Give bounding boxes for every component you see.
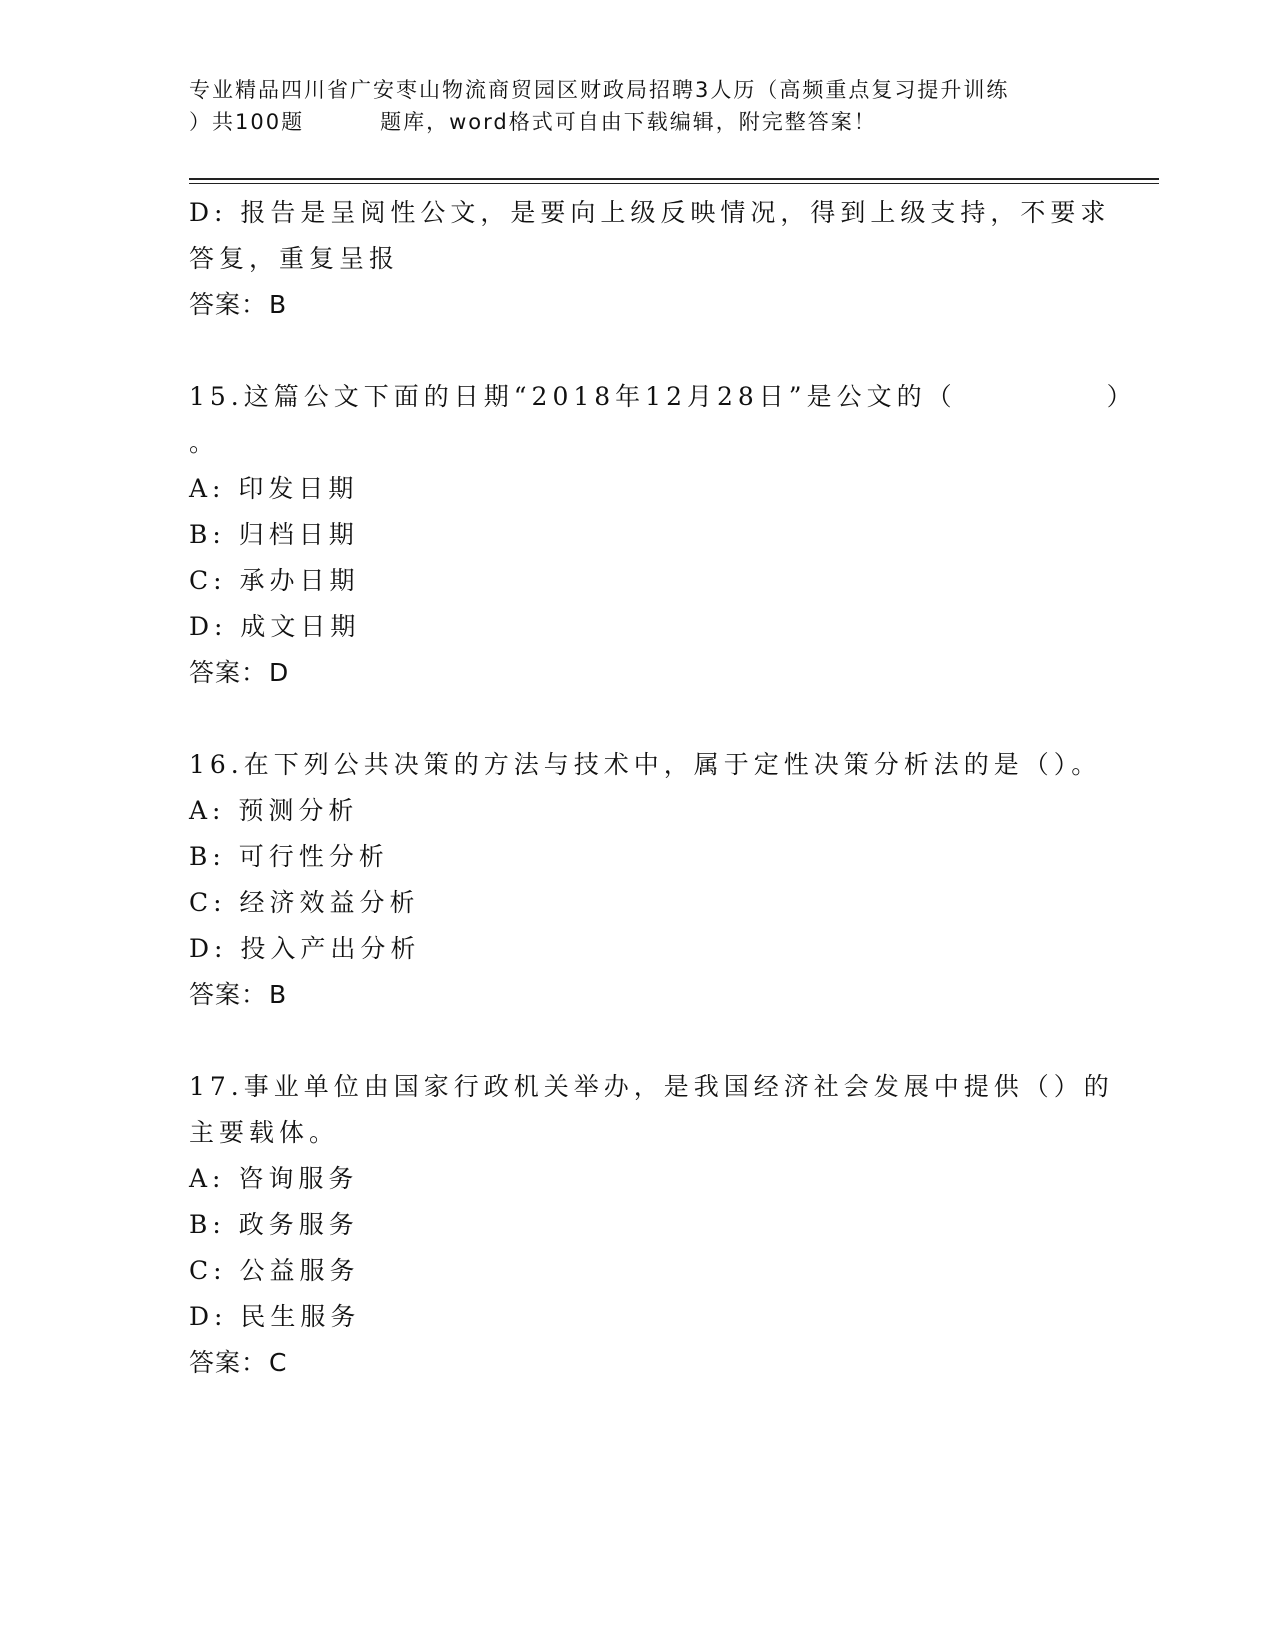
option-a: A: 咨询服务 — [189, 1164, 359, 1193]
header-divider-thick — [189, 178, 1159, 180]
answer-value: D — [269, 658, 290, 687]
question-stem-continuation: 。 — [189, 428, 220, 457]
question-stem: 17.事业单位由国家行政机关举办，是我国经济社会发展中提供（）的 — [189, 1072, 1114, 1101]
document-body — [189, 190, 1137, 1386]
option-d: D: 报告是呈阅性公文，是要向上级反映情况，得到上级支持，不要求 — [189, 198, 1111, 227]
option-d: D: 成文日期 — [189, 612, 361, 641]
option-a: A: 预测分析 — [189, 796, 359, 825]
answer-value: B — [269, 290, 288, 319]
answer-label: 答案： — [189, 658, 268, 687]
answer-line — [189, 650, 1089, 696]
header-line-2-part-b: 题库，word格式可自由下载编辑，附完整答案！ — [380, 110, 877, 134]
option-c: C: 经济效益分析 — [189, 888, 420, 917]
answer-line — [189, 1340, 1089, 1386]
answer-label: 答案： — [189, 980, 268, 1009]
question-15 — [189, 374, 1137, 696]
option-d-continuation: 答复，重复呈报 — [189, 244, 400, 273]
option-c: C: 承办日期 — [189, 566, 360, 595]
header-line-2-part-a: ）共100题 — [189, 110, 305, 134]
option-a: A: 印发日期 — [189, 474, 359, 503]
document-header — [189, 74, 1089, 138]
question-16 — [189, 742, 1102, 1018]
question-stem: 15.这篇公文下面的日期“2018年12月28日”是公文的（ ） — [189, 382, 1137, 411]
option-b: B: 可行性分析 — [189, 842, 389, 871]
answer-label: 答案： — [189, 290, 268, 319]
option-c: C: 公益服务 — [189, 1256, 360, 1285]
question-17 — [189, 1064, 1114, 1386]
option-d: D: 投入产出分析 — [189, 934, 421, 963]
previous-question-tail — [189, 190, 1111, 328]
answer-value: B — [269, 980, 288, 1009]
question-stem: 16.在下列公共决策的方法与技术中，属于定性决策分析法的是（）。 — [189, 750, 1102, 779]
header-line-1: 专业精品四川省广安枣山物流商贸园区财政局招聘3人历（高频重点复习提升训练 — [189, 78, 1010, 102]
answer-line — [189, 972, 1089, 1018]
answer-value: C — [269, 1348, 288, 1377]
header-divider-thin — [189, 183, 1159, 184]
option-b: B: 政务服务 — [189, 1210, 359, 1239]
answer-line — [189, 282, 1089, 328]
option-b: B: 归档日期 — [189, 520, 359, 549]
option-d: D: 民生服务 — [189, 1302, 361, 1331]
header-line-2 — [189, 106, 1089, 138]
answer-label: 答案： — [189, 1348, 268, 1377]
question-stem-continuation: 主要载体。 — [189, 1118, 340, 1147]
